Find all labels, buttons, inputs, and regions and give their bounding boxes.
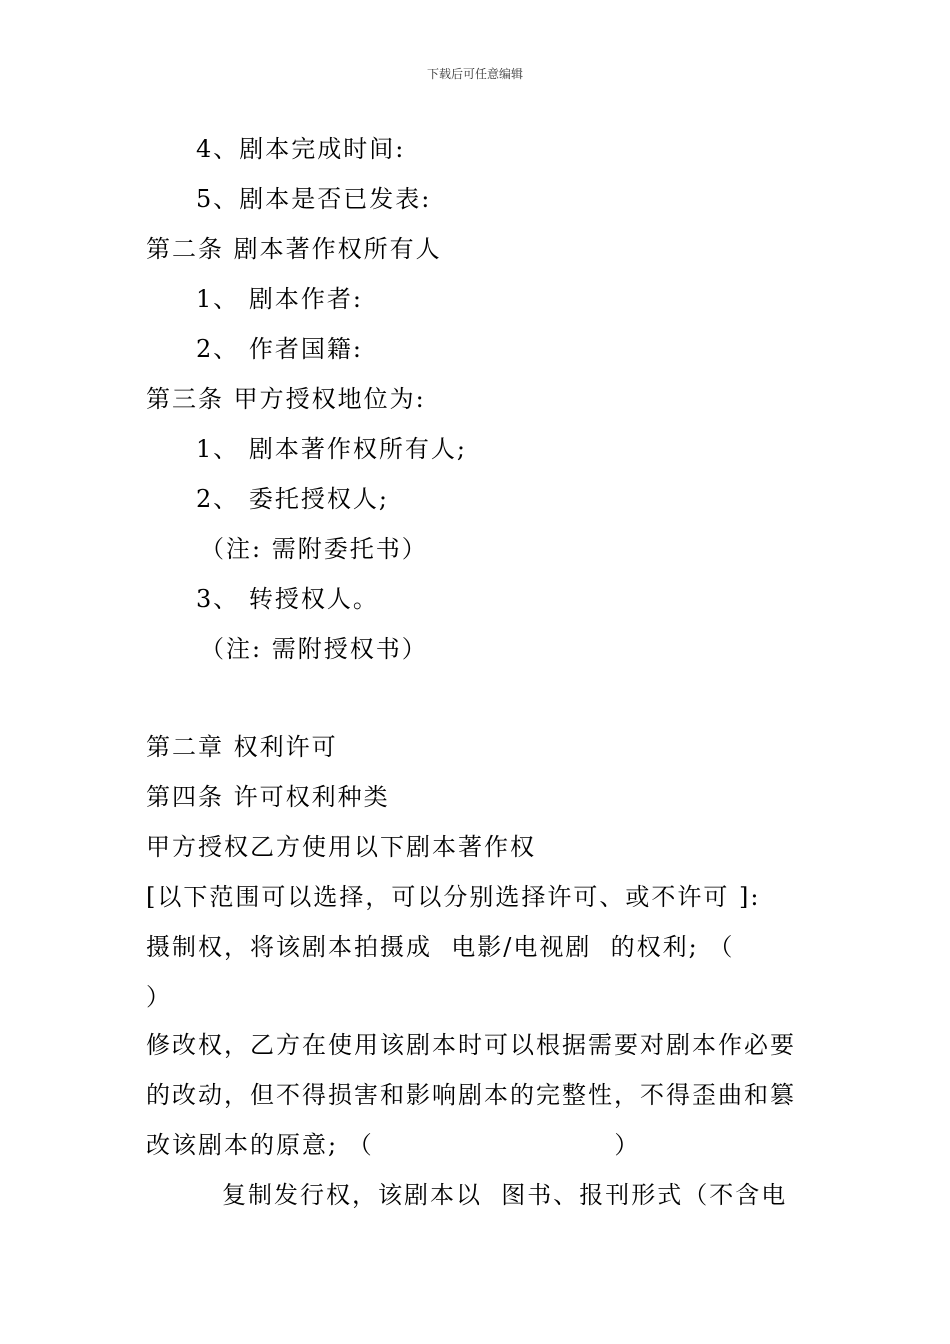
page-header: 下载后可任意编辑 (426, 67, 523, 81)
item-completion-time: 4、剧本完成时间: (196, 135, 406, 163)
right-modification-line-3: 改该剧本的原意; （ ） (146, 1131, 641, 1159)
right-filming-bracket-close: ） (146, 983, 172, 1011)
item-author-nationality: 2、 作者国籍: (196, 335, 363, 363)
article-4-heading: 第四条 许可权利种类 (146, 783, 390, 811)
item-copyright-owner: 1、 剧本著作权所有人; (196, 435, 467, 463)
note-entrustment: （注: 需附委托书） (200, 535, 428, 563)
article-2-heading: 第二条 剧本著作权所有人 (146, 235, 442, 263)
right-modification-line-2: 的改动，但不得损害和影响剧本的完整性，不得歪曲和篡 (146, 1081, 796, 1109)
right-filming: 摄制权，将该剧本拍摄成 电影/电视剧 的权利; （ (146, 933, 735, 961)
right-modification-line-1: 修改权，乙方在使用该剧本时可以根据需要对剧本作必要 (146, 1031, 796, 1059)
item-published: 5、剧本是否已发表: (196, 185, 432, 213)
grant-statement: 甲方授权乙方使用以下剧本著作权 (146, 833, 536, 861)
right-reproduction: 复制发行权，该剧本以 图书、报刊形式（不含电 (222, 1181, 788, 1209)
item-sublicensor: 3、 转授权人。 (196, 585, 379, 613)
selection-instruction: [以下范围可以选择，可以分别选择许可、或不许可 ]: (146, 883, 761, 911)
note-authorization: （注: 需附授权书） (200, 635, 428, 663)
item-author: 1、 剧本作者: (196, 285, 363, 313)
item-entrusted-licensor: 2、 委托授权人; (196, 485, 389, 513)
article-3-heading: 第三条 甲方授权地位为: (146, 385, 426, 413)
chapter-2-heading: 第二章 权利许可 (146, 733, 338, 761)
